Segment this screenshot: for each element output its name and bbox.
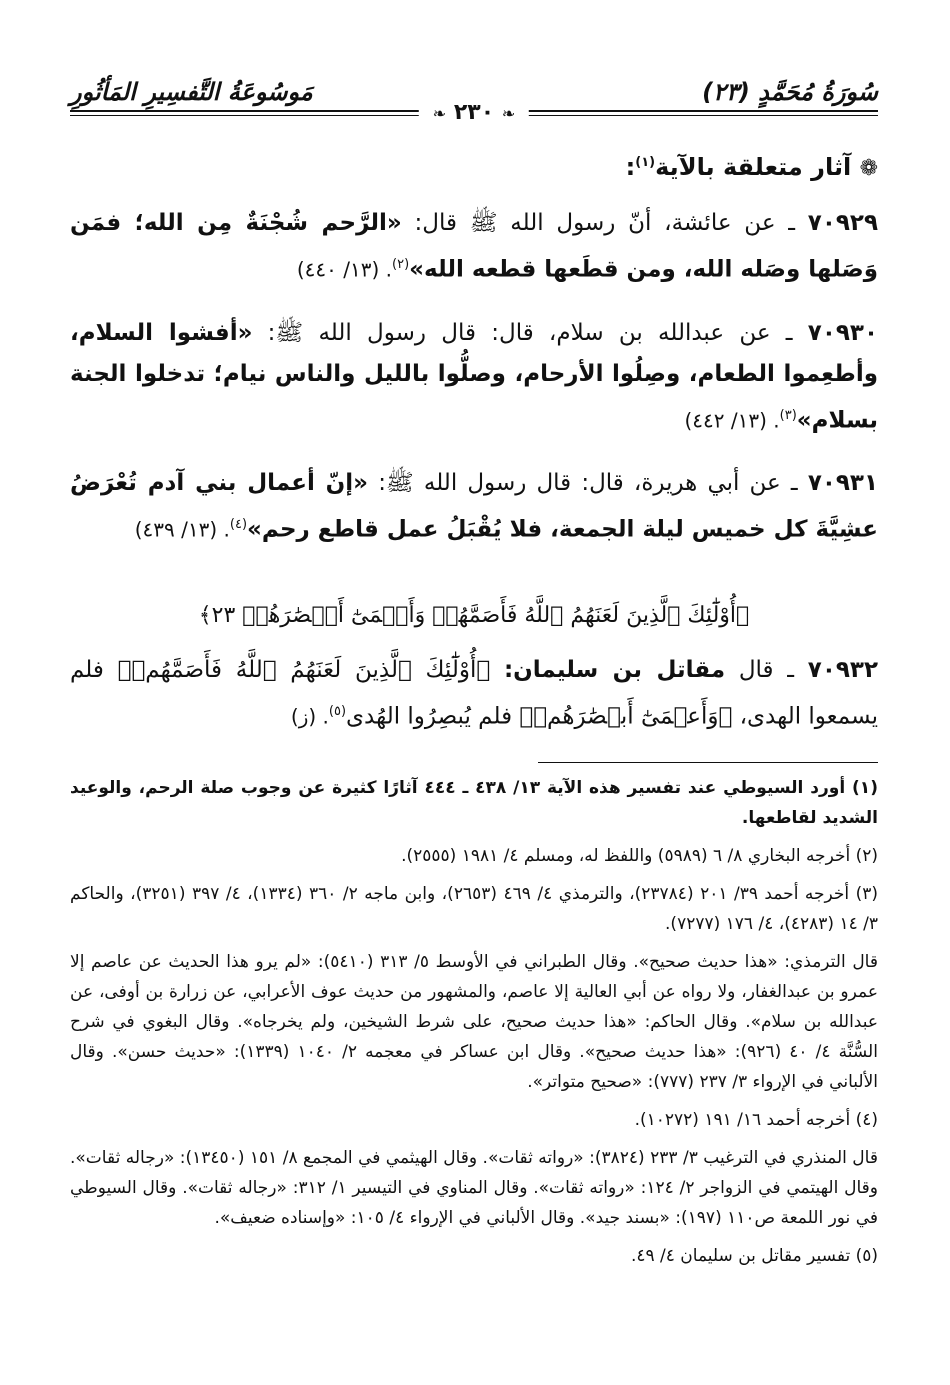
hadith-intro: ـ عن أبي هريرة، قال: قال رسول الله ﷺ: (368, 470, 808, 497)
hadith-intro: ـ قال (725, 656, 808, 683)
running-header (70, 60, 878, 135)
hadith-entry (70, 203, 878, 291)
hadith-number: ٧٠٩٣٢ (807, 656, 878, 683)
hadith-reference: . (١٣/ ٤٣٩) (134, 517, 230, 542)
hadith-number: ٧٠٩٣٠ (807, 319, 878, 346)
hadith-number: ٧٠٩٣١ (807, 470, 879, 497)
hadith-reference: . (١٣/ ٤٤٠) (296, 257, 393, 282)
ornament-icon: ❧ (432, 104, 447, 123)
quran-verse: ﴿أُوْلَٰٓئِكَ ٱلَّذِينَ لَعَنَهُمُ ٱللَّهُ فَأَصَمَّهُمۡ وَأَعۡمَىٰٓ أَبۡصَٰرَهُمۡ ٢٣﴾ (198, 602, 750, 628)
footnote-separator (538, 762, 878, 763)
footnote-marker: (١) (635, 155, 656, 170)
hadith-entry (70, 650, 878, 738)
hadith-text: «إنّ أعمال بني آدم تُعْرَضُ عشِيَّةَ كل خميس ليلة الجمعة، فلا يُقْبَلُ عمل قاطع رحم» (70, 470, 878, 543)
hadith-number: ٧٠٩٢٩ (807, 210, 878, 236)
hadith-intro: ـ عن عائشة، أنّ رسول الله ﷺ قال: (401, 210, 808, 236)
footnote: (٥) تفسير مقاتل بن سليمان ٤/ ٤٩. (630, 1245, 878, 1266)
page (70, 60, 878, 1279)
footnote-marker: (٣) (779, 407, 797, 423)
hadith-reference: . (ز) (290, 704, 329, 729)
footnote-marker: (٢) (392, 257, 410, 272)
section-heading (70, 153, 878, 181)
footnote: قال المنذري في الترغيب ٣/ ٢٣٣ (٣٨٢٤): «رواته ثقات». وقال الهيثمي في المجمع ٨/ ١٥١ (١٣٤٥٠): «رجاله ثقات». وقال الهيتمي في الزواجر ٢/ ١٢٤: «رواته ثقات». وقال المناوي في التيسير ١/ ٣١٢: «رجاله ثقات». وقال السيوطي في نور اللمعة ص١١٠ (١٩٧): «بسند جيد». وقال الألباني في الإرواء ٤/ ١٠٥: «وإسناده ضعيف». (70, 1147, 879, 1228)
hadith-text: ﴿أُوْلَٰٓئِكَ ٱلَّذِينَ لَعَنَهُمُ ٱللَّهُ فَأَصَمَّهُمۡ﴾ فلم يسمعوا الهدى، ﴿وَأَعۡمَىٰٓ أَبۡصَٰرَهُمۡ﴾ فلم يُبصِرُوا الهُدى (70, 656, 878, 730)
ornament-icon: ❧ (501, 104, 516, 123)
footnotes (70, 773, 878, 1271)
footnote: (٢) أخرجه البخاري ٨/ ٦ (٥٩٨٩) واللفظ له، ومسلم ٤/ ١٩٨١ (٢٥٥٥). (401, 845, 878, 866)
footnote-marker: (٥) (328, 703, 347, 719)
hadith-reference: . (١٣/ ٤٤٢) (684, 408, 780, 433)
section-colon: : (625, 153, 636, 181)
page-number-box (419, 100, 529, 125)
footnote: قال الترمذي: «هذا حديث صحيح». وقال الطبراني في الأوسط ٥/ ٣١٣ (٥٤١٠): «لم يرو هذا الحديث عن عاصم إلا عمرو بن عبدالغفار، ولا رواه عن أبي العالية إلا عاصم، والمشهور من حديث عوف الأعرابي، عن زرارة بن أوفى، عن عبدالله بن سلام». وقال الحاكم: «هذا حديث صحيح، على شرط الشيخين، ولم يخرجاه». وقال البغوي في شرح السُّنَّة ٤/ ٤٠ (٩٢٦): «هذا حديث صحيح». وقال ابن عساكر في معجمه ٢/ ١٠٤٠ (١٣٣٩): «حديث حسن». وقال الألباني في الإرواء ٣/ ٢٣٧ (٧٧٧): «صحيح متواتر». (70, 951, 878, 1092)
section-title: آثار متعلقة بالآية (655, 153, 852, 181)
page-number: ٢٣٠ (453, 100, 495, 125)
footnote-marker: (٤) (229, 517, 248, 533)
hadith-entry (70, 313, 878, 442)
surah-title: سُورَةُ مُحَمَّدٍ (٢٣) (702, 78, 878, 106)
hadith-text: «أفشوا السلام، وأطعِموا الطعام، وصِلُوا الأرحام، وصلُّوا بالليل والناس نيام؛ تدخلوا الجنة بسلام» (70, 319, 878, 434)
hadith-entry (70, 463, 878, 551)
footnote: (١) أورد السيوطي عند تفسير هذه الآية ١٣/ ٤٣٨ ـ ٤٤٤ آثارًا كثيرة عن وجوب صلة الرحم، والوعيد الشديد لقاطعها. (70, 777, 878, 828)
footnote: (٤) أخرجه أحمد ١٦/ ١٩١ (١٠٢٧٢). (634, 1109, 878, 1130)
hadith-speaker: مقاتل بن سليمان: (503, 656, 726, 683)
hadith-intro: ـ عن عبدالله بن سلام، قال: قال رسول الله ﷺ: (252, 319, 808, 346)
book-title: مَوسُوعَةُ التَّفسِيرِ المَأثُورِ (70, 78, 313, 106)
flower-ornament-icon: ❁ (859, 156, 878, 181)
hadith-text: «الرَّحم شُجْنَةٌ مِن الله؛ فمَن وَصَلها وصَله الله، ومن قطَعها قطعه الله» (70, 210, 878, 283)
footnote: (٣) أخرجه أحمد ٣٩/ ٢٠١ (٢٣٧٨٤)، والترمذي ٤/ ٤٦٩ (٢٦٥٣)، وابن ماجه ٢/ ٣٦٠ (١٣٣٤)، ٤/ ٣٩٧ (٣٢٥١)، والحاكم ٣/ ١٤ (٤٢٨٣)، ٤/ ١٧٦ (٧٢٧٧). (70, 883, 879, 934)
